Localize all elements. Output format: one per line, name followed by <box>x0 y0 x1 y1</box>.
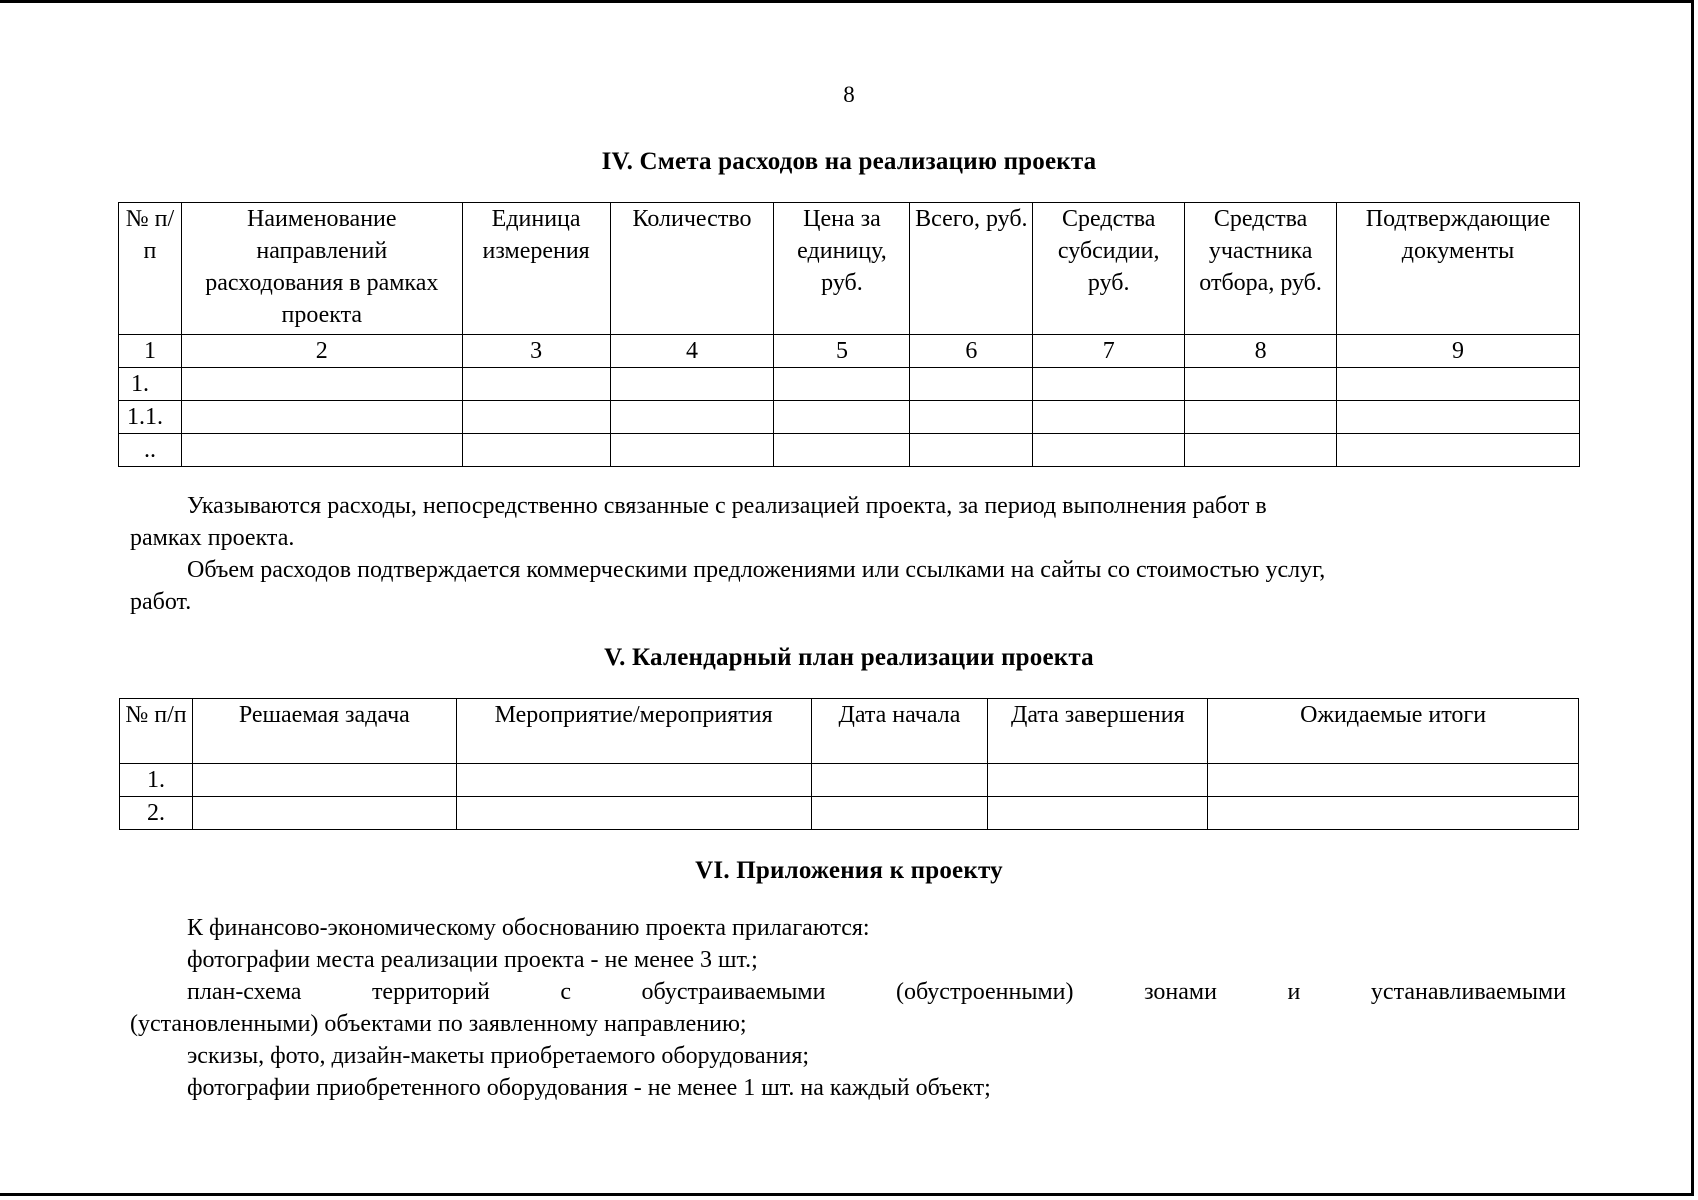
empty-cell <box>988 797 1208 830</box>
appendix-item-photos: фотографии места реализации проекта - не менее 3 шт.; <box>187 947 758 973</box>
row-number: 2. <box>120 797 193 830</box>
table-row <box>119 368 1580 401</box>
column-number: 1 <box>119 335 182 368</box>
empty-cell <box>610 401 774 434</box>
row-number: 1.1. <box>119 401 182 434</box>
column-number: 3 <box>462 335 610 368</box>
empty-cell <box>1208 797 1579 830</box>
empty-cell <box>181 368 462 401</box>
page-number: 8 <box>843 82 855 107</box>
calendar-plan-table <box>119 698 1579 830</box>
table-row <box>119 434 1580 467</box>
empty-cell <box>610 368 774 401</box>
header-cell: Средства субсидии, руб. <box>1033 203 1185 335</box>
table-row <box>120 797 1579 830</box>
empty-cell <box>192 764 456 797</box>
empty-cell <box>1208 764 1579 797</box>
column-number: 6 <box>910 335 1033 368</box>
empty-cell <box>181 401 462 434</box>
empty-cell <box>988 764 1208 797</box>
section-4-title: IV. Смета расходов на реализацию проекта <box>601 148 1097 175</box>
column-number: 4 <box>610 335 774 368</box>
empty-cell <box>774 434 910 467</box>
row-number: 1. <box>119 368 182 401</box>
header-cell: № п/п <box>119 203 182 335</box>
empty-cell <box>910 401 1033 434</box>
header-cell: Мероприятие/мероприятия <box>456 699 811 764</box>
column-number: 8 <box>1185 335 1337 368</box>
header-cell: Дата завершения <box>988 699 1208 764</box>
header-cell: Решаемая задача <box>192 699 456 764</box>
empty-cell <box>1185 368 1337 401</box>
empty-cell <box>811 797 988 830</box>
expense-note-paragraph <box>130 490 1520 522</box>
empty-cell <box>456 797 811 830</box>
section-6-title: VI. Приложения к проекту <box>695 857 1003 884</box>
column-number-row <box>119 335 1580 368</box>
empty-cell <box>1337 434 1580 467</box>
header-cell: Средства участника отбора, руб. <box>1185 203 1337 335</box>
empty-cell <box>910 434 1033 467</box>
column-number: 9 <box>1337 335 1580 368</box>
expense-estimate-table <box>118 202 1580 467</box>
empty-cell <box>462 401 610 434</box>
empty-cell <box>1033 401 1185 434</box>
note-line: Указываются расходы, непосредственно связанные с реализацией проекта, за период выполнения работ в <box>187 493 1267 519</box>
empty-cell <box>1185 434 1337 467</box>
table-row <box>120 764 1579 797</box>
header-cell: Дата начала <box>811 699 988 764</box>
header-cell: № п/п <box>120 699 193 764</box>
header-cell: Количество <box>610 203 774 335</box>
table-row <box>119 401 1580 434</box>
expense-confirmation-paragraph <box>130 554 1550 586</box>
header-cell: Цена за единицу, руб. <box>774 203 910 335</box>
appendix-item-plan-scheme: план-схема территорий с обустраиваемыми (обустроенными) зонами и устанавливаемыми <box>187 979 1566 1005</box>
row-number: .. <box>119 434 182 467</box>
row-number: 1. <box>120 764 193 797</box>
empty-cell <box>774 401 910 434</box>
empty-cell <box>192 797 456 830</box>
table-header-row <box>119 203 1580 335</box>
note-continuation: рамках проекта. <box>130 525 295 551</box>
note-line: Объем расходов подтверждается коммерческими предложениями или ссылками на сайты со стоимостью услуг, <box>187 557 1326 583</box>
header-cell: Ожидаемые итоги <box>1208 699 1579 764</box>
empty-cell <box>1337 401 1580 434</box>
empty-cell <box>1033 368 1185 401</box>
empty-cell <box>1033 434 1185 467</box>
section-5-title: V. Календарный план реализации проекта <box>604 644 1094 671</box>
empty-cell <box>181 434 462 467</box>
column-number: 5 <box>774 335 910 368</box>
note-continuation: работ. <box>130 589 192 615</box>
table-header-row <box>120 699 1579 764</box>
header-cell: Всего, руб. <box>910 203 1033 335</box>
column-number: 7 <box>1033 335 1185 368</box>
empty-cell <box>462 434 610 467</box>
empty-cell <box>910 368 1033 401</box>
empty-cell <box>462 368 610 401</box>
empty-cell <box>1337 368 1580 401</box>
appendix-item-equipment-photos: фотографии приобретенного оборудования - не менее 1 шт. на каждый объект; <box>187 1075 991 1101</box>
appendix-item-sketches: эскизы, фото, дизайн-макеты приобретаемого оборудования; <box>187 1043 810 1069</box>
empty-cell <box>811 764 988 797</box>
header-cell: Подтверждающие документы <box>1337 203 1580 335</box>
header-cell: Наименование направлений расходования в рамках проекта <box>181 203 462 335</box>
header-cell: Единица измерения <box>462 203 610 335</box>
empty-cell <box>774 368 910 401</box>
empty-cell <box>1185 401 1337 434</box>
appendix-intro: К финансово-экономическому обоснованию проекта прилагаются: <box>187 915 870 941</box>
empty-cell <box>610 434 774 467</box>
empty-cell <box>456 764 811 797</box>
appendix-item-plan-scheme-cont: (установленными) объектами по заявленному направлению; <box>130 1011 747 1037</box>
column-number: 2 <box>181 335 462 368</box>
